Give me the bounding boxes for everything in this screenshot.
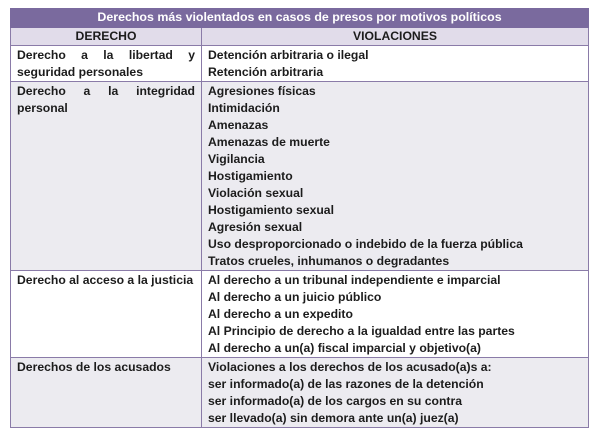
header-violaciones: VIOLACIONES <box>202 28 589 46</box>
table-title: Derechos más violentados en casos de presos por motivos políticos <box>11 9 589 28</box>
table-row-integridad <box>11 82 589 271</box>
cell-derecho: Derecho al acceso a la justicia <box>11 271 202 358</box>
cell-violaciones <box>202 358 589 428</box>
cell-violaciones <box>202 82 589 271</box>
violacion-item: Violación sexual <box>208 186 304 200</box>
violacion-item: Vigilancia <box>208 152 265 166</box>
table-row-libertad <box>11 46 589 82</box>
table-row-justicia <box>11 271 589 358</box>
violacion-item: Agresiones físicas <box>208 84 316 98</box>
violacion-item: Al derecho a un expedito <box>208 307 353 321</box>
violacion-item: Violaciones a los derechos de los acusado(a)s a: <box>208 360 492 374</box>
rights-violations-table <box>10 8 589 428</box>
rights-table-container <box>10 8 588 428</box>
violacion-item: Hostigamiento sexual <box>208 203 334 217</box>
violacion-item: Tratos crueles, inhumanos o degradantes <box>208 254 450 268</box>
cell-violaciones <box>202 271 589 358</box>
cell-derecho: Derechos de los acusados <box>11 358 202 428</box>
violacion-item: Hostigamiento <box>208 169 293 183</box>
violacion-item: Intimidación <box>208 101 280 115</box>
violacion-item: ser informado(a) de los cargos en su contra <box>208 394 462 408</box>
header-derecho: DERECHO <box>11 28 202 46</box>
violacion-item: ser llevado(a) sin demora ante un(a) juez(a) <box>208 411 459 425</box>
cell-violaciones <box>202 46 589 82</box>
violacion-item: Amenazas de muerte <box>208 135 330 149</box>
violacion-item: ser informado(a) de las razones de la detención <box>208 377 484 391</box>
violacion-item: Al derecho a un tribunal independiente e imparcial <box>208 273 501 287</box>
violacion-item: Retención arbitraria <box>208 65 324 79</box>
cell-derecho: Derecho a la integridad personal <box>11 82 202 271</box>
table-header-row <box>11 28 589 46</box>
violacion-item: Uso desproporcionado o indebido de la fuerza pública <box>208 237 523 251</box>
violacion-item: Al derecho a un juicio público <box>208 290 382 304</box>
violacion-item: Al derecho a un(a) fiscal imparcial y objetivo(a) <box>208 341 481 355</box>
violacion-item: Al Principio de derecho a la igualdad entre las partes <box>208 324 515 338</box>
cell-derecho: Derecho a la libertad y seguridad personales <box>11 46 202 82</box>
table-title-row <box>11 9 589 28</box>
violacion-item: Detención arbitraria o ilegal <box>208 48 369 62</box>
table-row-acusados <box>11 358 589 428</box>
violacion-item: Amenazas <box>208 118 269 132</box>
violacion-item: Agresión sexual <box>208 220 303 234</box>
